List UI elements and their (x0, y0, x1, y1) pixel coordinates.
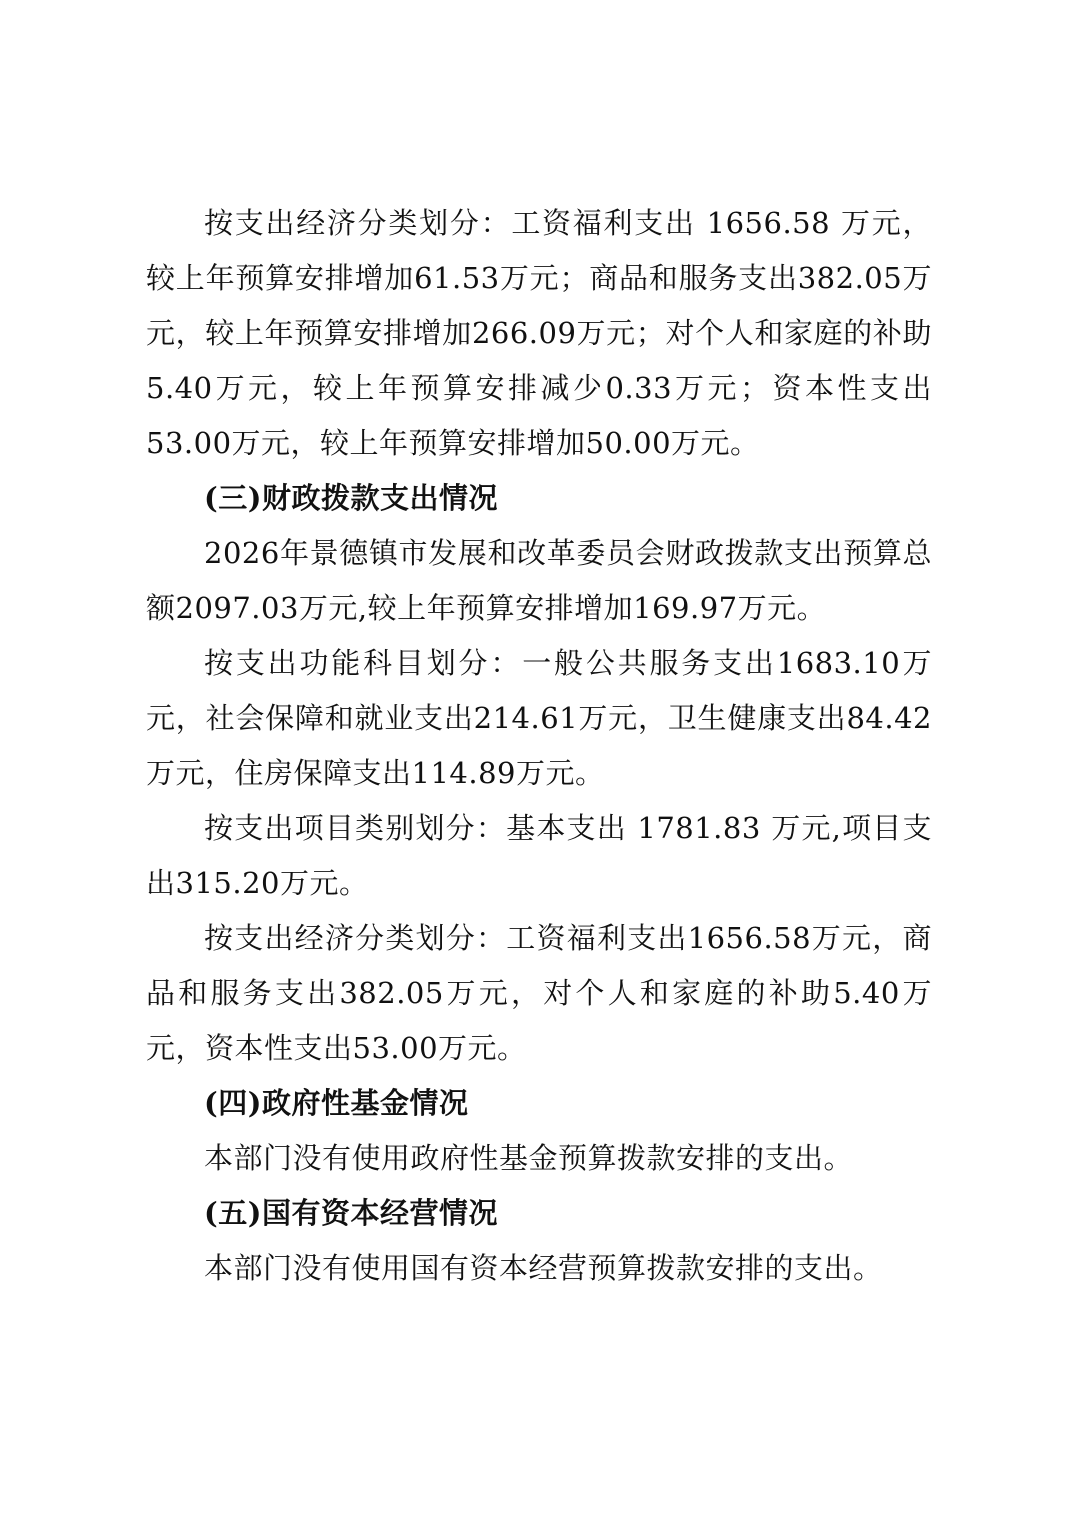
paragraph-functional-classification: 按支出功能科目划分：一般公共服务支出1683.10万元，社会保障和就业支出214.61万元，卫生健康支出84.42万元，住房保障支出114.89万元。 (146, 646, 932, 790)
paragraph-government-fund: 本部门没有使用政府性基金预算拨款安排的支出。 (204, 1141, 854, 1175)
paragraph-economic-classification: 按支出经济分类划分：工资福利支出 1656.58 万元，较上年预算安排增加61.53万元；商品和服务支出382.05万元，较上年预算安排增加266.09万元；对个人和家庭的补助5.40万元，较上年预算安排减少0.33万元；资本性支出53.00万元，较上年预算安排增加50.00万元。 (146, 206, 932, 460)
paragraph-project-category: 按支出项目类别划分：基本支出 1781.83 万元,项目支出315.20万元。 (146, 811, 932, 900)
section-heading-state-capital: (五)国有资本经营情况 (204, 1196, 498, 1230)
section-heading-fiscal-appropriation: (三)财政拨款支出情况 (204, 481, 498, 515)
document-body (146, 196, 932, 1296)
paragraph-fiscal-total: 2026年景德镇市发展和改革委员会财政拨款支出预算总额2097.03万元,较上年预算安排增加169.97万元。 (146, 536, 932, 625)
paragraph-fiscal-economic-classification: 按支出经济分类划分：工资福利支出1656.58万元，商品和服务支出382.05万元，对个人和家庭的补助5.40万元，资本性支出53.00万元。 (146, 921, 932, 1065)
paragraph-state-capital: 本部门没有使用国有资本经营预算拨款安排的支出。 (204, 1251, 883, 1285)
section-heading-government-fund: (四)政府性基金情况 (204, 1086, 469, 1120)
